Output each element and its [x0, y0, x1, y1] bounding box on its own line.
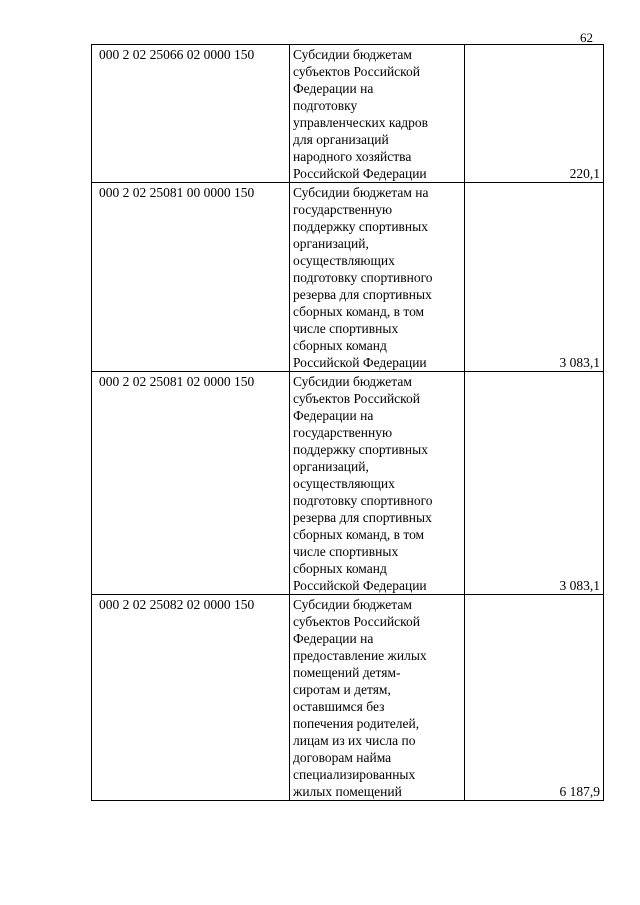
table-row	[92, 595, 604, 801]
amount-cell: 220,1	[465, 45, 604, 183]
amount-cell: 3 083,1	[465, 183, 604, 372]
budget-code-cell: 000 2 02 25066 02 0000 150	[92, 45, 290, 183]
amount-cell: 3 083,1	[465, 372, 604, 595]
table-row	[92, 45, 604, 183]
budget-code-cell: 000 2 02 25081 00 0000 150	[92, 183, 290, 372]
budget-code-cell: 000 2 02 25082 02 0000 150	[92, 595, 290, 801]
budget-code-cell: 000 2 02 25081 02 0000 150	[92, 372, 290, 595]
page-number: 62	[580, 30, 593, 45]
amount-cell: 6 187,9	[465, 595, 604, 801]
budget-table	[91, 44, 604, 801]
table-row	[92, 183, 604, 372]
description-cell: Субсидии бюджетам субъектов Российской Федерации на предоставление жилых помещений детям- сиротам и детям, оставшимся без попечения родителей, лицам из их числа по договорам найма специализированных жилых помещений	[290, 595, 465, 801]
description-cell: Субсидии бюджетам на государственную поддержку спортивных организаций, осуществляющих подготовку спортивного резерва для спортивных сборных команд, в том числе спортивных сборных команд Российской Федерации	[290, 183, 465, 372]
table-row	[92, 372, 604, 595]
description-cell: Субсидии бюджетам субъектов Российской Федерации на государственную поддержку спортивных организаций, осуществляющих подготовку спортивного резерва для спортивных сборных команд, в том числе спортивных сборных команд Российской Федерации	[290, 372, 465, 595]
description-cell: Субсидии бюджетам субъектов Российской Федерации на подготовку управленческих кадров для организаций народного хозяйства Российской Федерации	[290, 45, 465, 183]
